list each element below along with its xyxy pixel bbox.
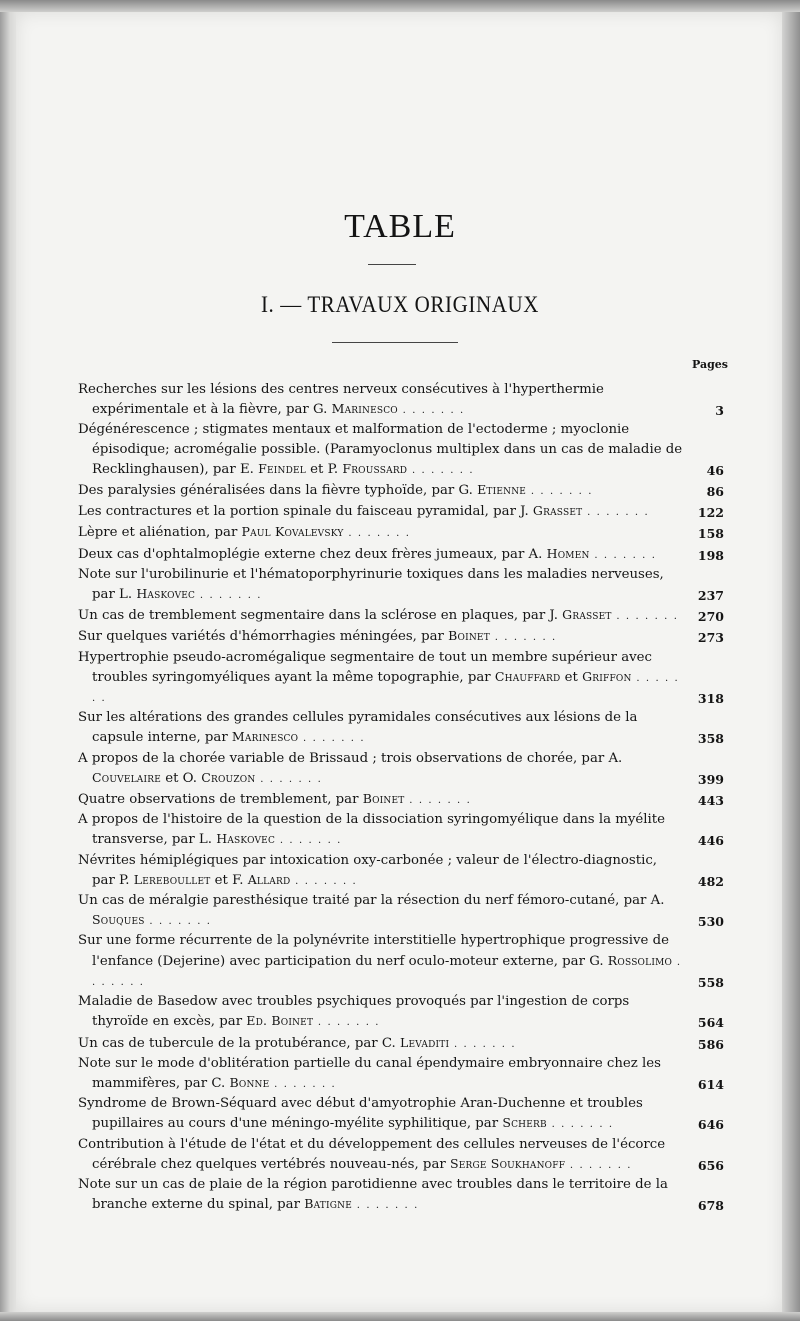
entry-author: Marinesco bbox=[331, 401, 398, 417]
dot-leader: . . . . . . . bbox=[582, 507, 650, 519]
dot-leader: . . . . . . . bbox=[589, 549, 657, 561]
dot-leader: . . . . . . . bbox=[611, 611, 679, 623]
entry-title: A propos de la chorée variable de Brissaud ; trois observations de chorée, par A. bbox=[78, 750, 623, 766]
entry-title: Des paralysies généralisées dans la fièvre typhoïde, par G. bbox=[78, 483, 478, 499]
entry-title: Lèpre et aliénation, par bbox=[78, 525, 242, 541]
entry-title: Syndrome de Brown-Séquard avec début d'amyotrophie Aran-Duchenne et troubles pupillaires au cours d'une méningo-myélite syphilitique, par bbox=[78, 1096, 643, 1132]
entry-author: Haskovec bbox=[216, 831, 276, 847]
entry-page-number: 646 bbox=[697, 1117, 724, 1133]
entry-connector: et P. bbox=[305, 461, 343, 477]
entry-author: Levaditi bbox=[400, 1034, 450, 1050]
entry-title: Recherches sur les lésions des centres nerveux consécutives à l'hyperthermie expérimentale et à la fièvre, par G. bbox=[78, 382, 604, 418]
entry-page-number: 270 bbox=[697, 609, 724, 625]
entry-author: Couvelaire bbox=[92, 769, 161, 785]
toc-entry bbox=[78, 891, 724, 931]
toc-entry bbox=[78, 1135, 724, 1175]
dot-leader: . . . . . . . bbox=[195, 590, 263, 602]
entry-page-number: 318 bbox=[697, 691, 724, 707]
scan-bottom-edge bbox=[0, 1312, 800, 1321]
section-divider bbox=[332, 342, 458, 343]
entry-page-number: 237 bbox=[697, 588, 724, 604]
entry-page-number: 86 bbox=[706, 484, 724, 500]
entry-title: A propos de l'histoire de la question de la dissociation syringomyélique dans la myélite transverse, par L. bbox=[78, 812, 665, 848]
entry-author: Serge Soukhanoff bbox=[449, 1155, 566, 1171]
entry-author: Allard bbox=[247, 871, 291, 887]
entry-page-number: 656 bbox=[697, 1157, 724, 1173]
page-title: TABLE bbox=[344, 208, 456, 245]
entry-page-number: 482 bbox=[697, 873, 724, 889]
entry-author: Ed. Boinet bbox=[246, 1013, 314, 1029]
entry-page-number: 46 bbox=[706, 462, 724, 478]
entry-page-number: 358 bbox=[697, 731, 724, 747]
pages-column-label: Pages bbox=[692, 358, 728, 371]
entry-page-number: 614 bbox=[697, 1076, 724, 1092]
entry-author: Feindel bbox=[258, 460, 306, 476]
toc-entry bbox=[78, 1033, 724, 1054]
title-divider bbox=[368, 264, 416, 265]
dot-leader: . . . . . . . bbox=[449, 1038, 517, 1050]
entry-title: Deux cas d'ophtalmoplégie externe chez deux frères jumeaux, par A. bbox=[78, 546, 547, 562]
dot-leader: . . . . . . . bbox=[351, 1200, 419, 1212]
dot-leader: . . . . . . . bbox=[404, 795, 472, 807]
entry-author: Haskovec bbox=[136, 586, 196, 602]
dot-leader: . . . . . . . bbox=[546, 1119, 614, 1131]
entry-title: Quatre observations de tremblement, par bbox=[78, 792, 363, 808]
entry-connector: et F. bbox=[210, 872, 248, 888]
entry-page-number: 530 bbox=[697, 914, 724, 930]
entry-connector: et bbox=[560, 669, 583, 685]
entry-page-number: 558 bbox=[697, 974, 724, 990]
entry-page-number: 198 bbox=[697, 547, 724, 563]
dot-leader: . . . . . . . bbox=[565, 1159, 633, 1171]
entry-title: Un cas de tremblement segmentaire dans la sclérose en plaques, par J. bbox=[78, 608, 563, 624]
toc-entry bbox=[78, 749, 724, 789]
toc-entry bbox=[78, 1094, 724, 1134]
toc-entry bbox=[78, 565, 724, 605]
toc-entry bbox=[78, 931, 724, 992]
entry-page-number: 158 bbox=[697, 526, 724, 542]
entry-page-number: 3 bbox=[715, 403, 724, 419]
entry-title: Névrites hémiplégiques par intoxication oxy-carbonée ; valeur de l'électro-diagnostic, par P. bbox=[78, 852, 657, 888]
dot-leader: . . . . . . . bbox=[407, 464, 475, 476]
dot-leader: . . . . . . . bbox=[343, 528, 411, 540]
entry-title: Maladie de Basedow avec troubles psychiques provoqués par l'ingestion de corps thyroïde en excès, par bbox=[78, 994, 630, 1030]
entry-title: Dégénérescence ; stigmates mentaux et malformation de l'ectoderme ; myoclonie épisodique; acromégalie possible. (Paramyoclonus multiplex dans un cas de maladie de Recklinghausen), par E. bbox=[78, 422, 683, 477]
entry-title: Sur les altérations des grandes cellules pyramidales consécutives aux lésions de la capsule interne, par bbox=[78, 710, 638, 746]
entry-author: Paul Kovalevsky bbox=[241, 524, 344, 540]
entry-author: Boinet bbox=[362, 791, 405, 807]
toc-entry bbox=[78, 789, 724, 810]
toc-entry bbox=[78, 851, 724, 891]
dot-leader: . . . . . . . bbox=[397, 405, 465, 417]
entry-title: Contribution à l'étude de l'état et du développement des cellules nerveuses de l'écorce cérébrale chez quelques vertébrés nouveau-nés, par bbox=[78, 1136, 666, 1172]
toc-entry bbox=[78, 810, 724, 850]
entry-author: Lereboullet bbox=[133, 871, 211, 887]
entry-connector: et O. bbox=[160, 770, 202, 786]
entry-author: Souques bbox=[92, 912, 145, 928]
toc-entry bbox=[78, 480, 724, 501]
entry-title: Note sur un cas de plaie de la région parotidienne avec troubles dans le territoire de la branche externe du spinal, par bbox=[78, 1176, 668, 1213]
entry-author: Scherb bbox=[502, 1115, 547, 1131]
scan-top-edge bbox=[0, 0, 800, 12]
entry-title: Note sur le mode d'oblitération partielle du canal épendymaire embryonnaire chez les mammifères, par C. bbox=[78, 1055, 661, 1091]
dot-leader: . . . . . . . bbox=[92, 672, 680, 705]
toc-entry bbox=[78, 708, 724, 748]
dot-leader: . . . . . . . bbox=[313, 1017, 381, 1029]
entry-page-number: 446 bbox=[697, 833, 724, 849]
entry-page-number: 586 bbox=[697, 1036, 724, 1052]
entry-page-number: 273 bbox=[697, 630, 724, 646]
entry-author: Grasset bbox=[562, 607, 612, 623]
entry-page-number: 678 bbox=[697, 1198, 724, 1214]
toc-entry bbox=[78, 626, 724, 647]
entry-author: Bonne bbox=[229, 1074, 270, 1090]
entry-title: Sur une forme récurrente de la polynévrite interstitielle hypertrophique progressive de l'enfance (Dejerine) avec participation du nerf oculo-moteur externe, par G. bbox=[78, 933, 669, 969]
entry-title: Les contractures et la portion spinale du faisceau pyramidal, par J. bbox=[78, 504, 533, 520]
toc-entry bbox=[78, 380, 724, 420]
entry-author: Marinesco bbox=[231, 729, 299, 745]
entry-title: Sur quelques variétés d'hémorrhagies méningées, par bbox=[78, 629, 449, 645]
toc-entry bbox=[78, 501, 724, 522]
dot-leader: . . . . . . . bbox=[144, 916, 212, 928]
entry-page-number: 564 bbox=[697, 1015, 724, 1031]
toc-entry bbox=[78, 992, 724, 1032]
dot-leader: . . . . . . . bbox=[298, 733, 366, 745]
dot-leader: . . . . . . . bbox=[526, 486, 593, 498]
entry-title: Hypertrophie pseudo-acromégalique segmentaire de tout un membre supérieur avec troubles syringomyéliques ayant la même topographie, par bbox=[78, 649, 652, 685]
entry-author: Boinet bbox=[448, 628, 490, 644]
toc-entry bbox=[78, 648, 724, 709]
entry-author: Chauffard bbox=[494, 668, 561, 684]
entry-author: Grasset bbox=[532, 503, 583, 519]
entry-author: Etienne bbox=[477, 482, 527, 498]
entry-author: Griffon bbox=[582, 668, 632, 684]
dot-leader: . . . . . . . bbox=[489, 632, 557, 644]
toc-entry bbox=[78, 522, 724, 543]
entry-author: Rossolimo bbox=[607, 952, 673, 968]
dot-leader: . . . . . . . bbox=[92, 956, 682, 988]
entry-title: Note sur l'urobilinurie et l'hématoporphyrinurie toxiques dans les maladies nerveuses, par L. bbox=[78, 566, 664, 603]
toc-entry bbox=[78, 1175, 724, 1215]
dot-leader: . . . . . . . bbox=[269, 1078, 337, 1090]
toc-entry bbox=[78, 420, 724, 480]
section-heading: I. — TRAVAUX ORIGINAUX bbox=[260, 290, 540, 318]
dot-leader: . . . . . . . bbox=[255, 773, 323, 785]
toc-entry bbox=[78, 544, 724, 565]
table-of-contents bbox=[78, 380, 724, 1215]
dot-leader: . . . . . . . bbox=[275, 835, 342, 847]
dot-leader: . . . . . . . bbox=[290, 875, 358, 887]
entry-page-number: 443 bbox=[697, 793, 724, 809]
entry-page-number: 122 bbox=[697, 505, 724, 521]
entry-author: Froussard bbox=[342, 460, 408, 476]
entry-author: Batigne bbox=[304, 1196, 352, 1212]
toc-entry bbox=[78, 605, 724, 626]
entry-title: Un cas de méralgie paresthésique traité par la résection du nerf fémoro-cutané, par A. bbox=[78, 893, 665, 909]
toc-entry bbox=[78, 1054, 724, 1094]
entry-title: Un cas de tubercule de la protubérance, par C. bbox=[78, 1035, 401, 1051]
entry-author: Homen bbox=[546, 545, 590, 561]
entry-page-number: 399 bbox=[697, 771, 724, 787]
entry-author: Crouzon bbox=[201, 769, 256, 785]
